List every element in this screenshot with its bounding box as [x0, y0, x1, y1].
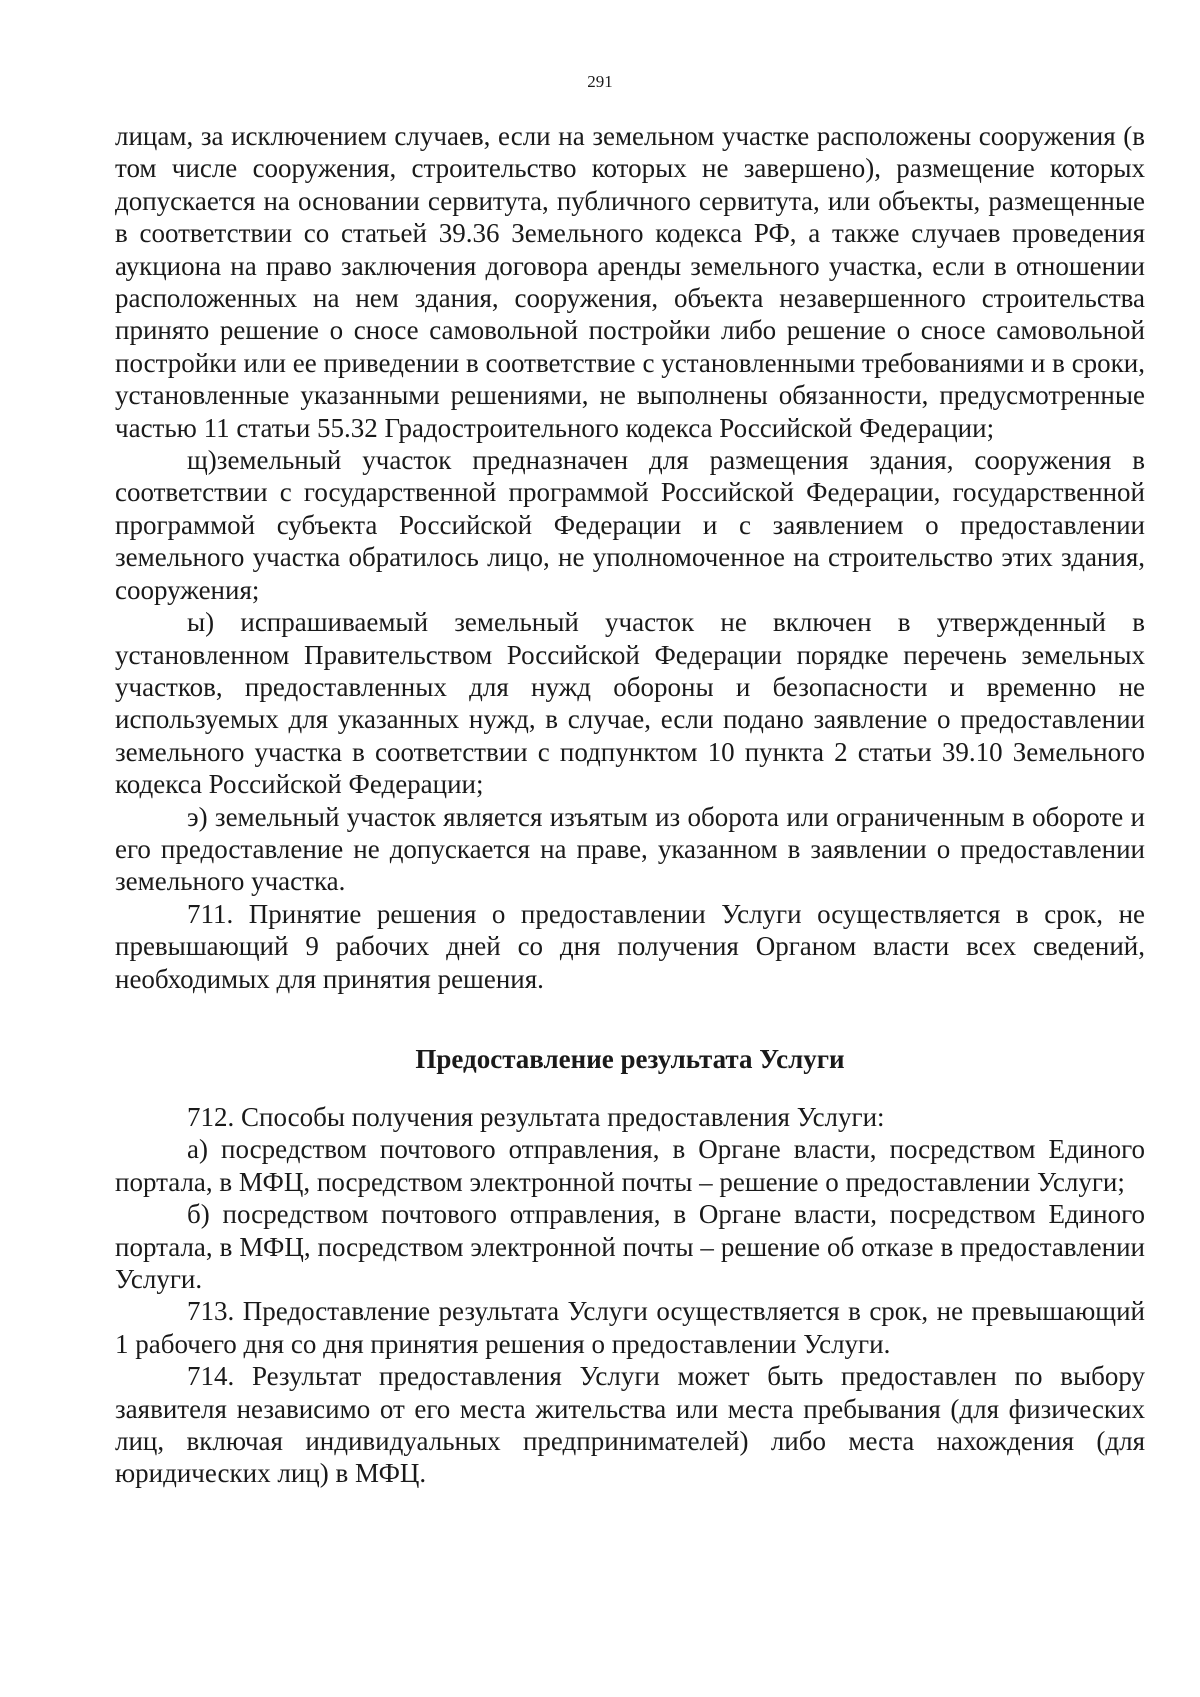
paragraph-711: 711. Принятие решения о предоставлении Услуги осуществляется в срок, не превышающий 9 рабочих дней со дня получения Органом власти всех сведений, необходимых для принятия решения. — [115, 898, 1145, 994]
paragraph-712-a: а) посредством почтового отправления, в Органе власти, посредством Единого портала, в МФЦ, посредством электронной почты – решение о предоставлении Услуги; — [115, 1134, 1145, 1197]
paragraph-712: 712. Способы получения результата предоставления Услуги: — [187, 1101, 885, 1132]
paragraph-continuation: лицам, за исключением случаев, если на земельном участке расположены сооружения (в том числе сооружения, строительство которых не завершено), размещение которых допускается на основании сервитута, публичного сервитута, или объекты, размещенные в соответствии со статьей 39.36 Земельного кодекса РФ, а также случаев проведения аукциона на право заключения договора аренды земельного участка, если в отношении расположенных на нем здания, сооружения, объекта незавершенного строительства принято решение о сносе самовольной постройки либо решение о сносе самовольной постройки или ее приведении в соответствие с установленными требованиями и в сроки, установленные указанными решениями, не выполнены обязанности, предусмотренные частью 11 статьи 55.32 Градостроительного кодекса Российской Федерации; — [115, 121, 1145, 443]
paragraph-712-b: б) посредством почтового отправления, в Органе власти, посредством Единого портала, в МФЦ, посредством электронной почты – решение об отказе в предоставлении Услуги. — [115, 1199, 1145, 1294]
paragraph-item-shch: щ)земельный участок предназначен для размещения здания, сооружения в соответствии с государственной программой Российской Федерации, государственной программой субъекта Российской Федерации и с заявлением о предоставлении земельного участка обратилось лицо, не уполномоченное на строительство этих здания, сооружения; — [115, 445, 1145, 605]
paragraph-item-e: э) земельный участок является изъятым из оборота или ограниченным в обороте и его предоставление не допускается на праве, указанном в заявлении о предоставлении земельного участка. — [115, 801, 1145, 897]
paragraph-714: 714. Результат предоставления Услуги может быть предоставлен по выбору заявителя независимо от его места жительства или места пребывания (для физических лиц, включая индивидуальных предпринимателей) либо места нахождения (для юридических лиц) в МФЦ. — [115, 1361, 1145, 1489]
page-number: 291 — [587, 72, 613, 91]
document-body — [115, 120, 1145, 1490]
section-heading: Предоставление результата Услуги — [415, 1043, 845, 1074]
paragraph-item-y: ы) испрашиваемый земельный участок не включен в утвержденный в установленном Правительством Российской Федерации порядке перечень земельных участков, предоставленных для нужд обороны и безопасности и временно не используемых для указанных нужд, в случае, если подано заявление о предоставлении земельного участка в соответствии с подпунктом 10 пункта 2 статьи 39.10 Земельного кодекса Российской Федерации; — [115, 607, 1145, 800]
paragraph-713: 713. Предоставление результата Услуги осуществляется в срок, не превышающий 1 рабочего дня со дня принятия решения о предоставлении Услуги. — [115, 1296, 1145, 1359]
